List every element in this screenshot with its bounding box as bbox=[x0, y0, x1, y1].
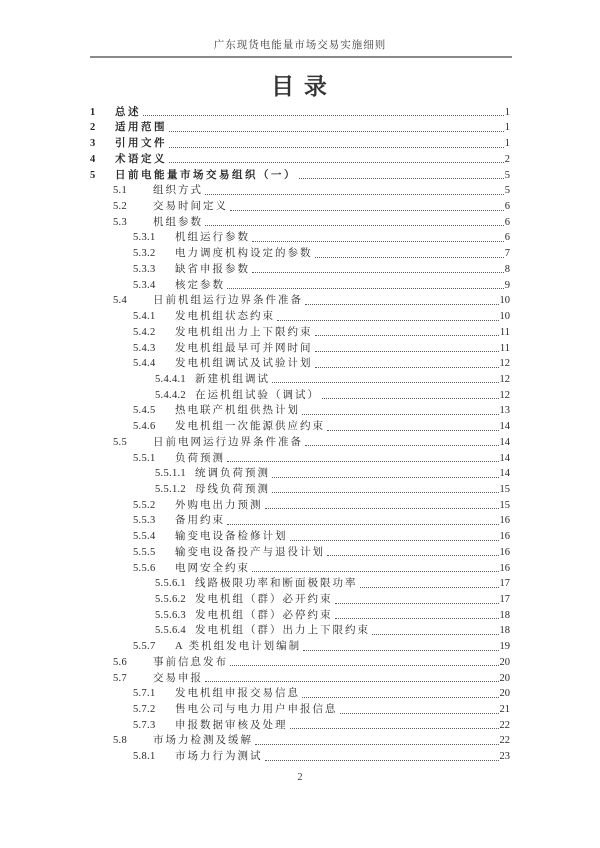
toc-entry-number: 5.2 bbox=[113, 201, 128, 213]
toc-entry bbox=[90, 103, 510, 119]
toc-dot-leader bbox=[305, 445, 499, 446]
toc-entry-title: 适用范围 bbox=[115, 122, 167, 134]
toc-entry bbox=[90, 307, 510, 323]
toc-entry-title: 总述 bbox=[115, 106, 141, 118]
toc-entry-page: 1 bbox=[504, 122, 510, 134]
toc-entry bbox=[90, 433, 510, 449]
toc-entry bbox=[90, 244, 510, 260]
toc-dot-leader bbox=[315, 335, 499, 336]
toc-entry bbox=[90, 465, 510, 481]
toc-entry bbox=[90, 166, 510, 182]
toc-entry-number: 2 bbox=[90, 122, 96, 134]
toc-dot-leader bbox=[302, 414, 499, 415]
toc-entry bbox=[90, 685, 510, 701]
toc-entry-page: 11 bbox=[499, 326, 510, 338]
toc-dot-leader bbox=[169, 131, 504, 132]
toc-entry-title: 缺省申报参数 bbox=[175, 263, 250, 275]
toc-entry-number: 5.5 bbox=[113, 436, 128, 448]
toc-dot-leader bbox=[315, 367, 499, 368]
toc-dot-leader bbox=[327, 555, 499, 556]
toc-entry bbox=[90, 606, 510, 622]
toc-entry-title: 发电机组状态约束 bbox=[175, 311, 275, 323]
toc-entry-title: 市场力行为测试 bbox=[175, 751, 263, 763]
toc-entry-title: 发电机组（群）必开约束 bbox=[195, 594, 333, 605]
toc-entry-number: 5.7.3 bbox=[133, 719, 156, 731]
toc-entry-title: 输变电设备检修计划 bbox=[175, 531, 288, 543]
toc-dot-leader bbox=[335, 618, 499, 619]
toc-entry-page: 16 bbox=[499, 531, 510, 543]
toc-dot-leader bbox=[252, 272, 504, 273]
toc-entry bbox=[90, 292, 510, 308]
toc-entry-number: 5 bbox=[90, 169, 96, 181]
toc-entry-number: 5.5.5 bbox=[133, 546, 156, 558]
toc-dot-leader bbox=[265, 760, 499, 761]
toc-entry-page: 13 bbox=[499, 405, 510, 417]
toc-entry-page: 14 bbox=[499, 452, 510, 464]
toc-entry-page: 5 bbox=[504, 169, 510, 181]
toc-entry-title: 备用约束 bbox=[175, 515, 225, 527]
toc-entry-title: 发电机组出力上下限约束 bbox=[175, 326, 313, 338]
toc-dot-leader bbox=[143, 115, 504, 116]
toc-entry bbox=[90, 339, 510, 355]
toc-entry bbox=[90, 543, 510, 559]
toc-entry bbox=[90, 355, 510, 371]
toc-dot-leader bbox=[277, 320, 499, 321]
toc-entry-number: 5.5.6.2 bbox=[155, 594, 186, 605]
toc-entry-title: A 类机组发电计划编制 bbox=[175, 641, 302, 653]
toc-entry-number: 5.5.1 bbox=[133, 452, 156, 464]
toc-entry-number: 5.3.4 bbox=[133, 279, 156, 291]
toc-entry bbox=[90, 590, 510, 606]
toc-entry-title: 组织方式 bbox=[153, 185, 203, 197]
toc-entry-page: 14 bbox=[499, 468, 510, 480]
toc-entry bbox=[90, 276, 510, 292]
toc-entry-number: 5.4.1 bbox=[133, 311, 156, 323]
toc-entry-page: 11 bbox=[499, 342, 510, 354]
toc-entry bbox=[90, 480, 510, 496]
toc-entry-page: 10 bbox=[499, 295, 510, 307]
toc-entry bbox=[90, 449, 510, 465]
toc-entry-number: 5.5.6 bbox=[133, 562, 156, 574]
toc-entry-title: 热电联产机组供热计划 bbox=[175, 405, 300, 417]
toc-entry-page: 18 bbox=[499, 625, 510, 637]
toc-list bbox=[90, 103, 510, 763]
toc-entry-number: 5.5.6.3 bbox=[155, 609, 186, 621]
toc-entry bbox=[90, 512, 510, 528]
toc-entry-number: 5.4.3 bbox=[133, 342, 156, 354]
toc-entry-title: 负荷预测 bbox=[175, 452, 225, 464]
toc-entry-page: 19 bbox=[499, 641, 510, 653]
toc-entry-title: 发电机组（群）必停约束 bbox=[195, 609, 333, 621]
toc-dot-leader bbox=[169, 147, 504, 148]
toc-entry-number: 5.5.1.2 bbox=[155, 483, 186, 495]
toc-entry-page: 16 bbox=[499, 546, 510, 558]
toc-dot-leader bbox=[169, 162, 504, 163]
toc-entry-page: 15 bbox=[499, 499, 510, 511]
toc-entry bbox=[90, 182, 510, 198]
toc-entry-number: 5.6 bbox=[113, 656, 128, 668]
toc-entry-page: 20 bbox=[499, 656, 510, 668]
toc-entry bbox=[90, 747, 510, 763]
toc-entry-title: 外购电出力预测 bbox=[175, 499, 263, 511]
toc-entry-title: 电网安全约束 bbox=[175, 562, 250, 574]
toc-entry-number: 5.7.2 bbox=[133, 704, 156, 716]
toc-entry-number: 5.4.2 bbox=[133, 326, 156, 338]
toc-dot-leader bbox=[315, 257, 504, 258]
toc-entry bbox=[90, 700, 510, 716]
toc-entry-page: 20 bbox=[499, 672, 510, 684]
toc-dot-leader bbox=[372, 634, 499, 635]
toc-entry bbox=[90, 417, 510, 433]
toc-entry-title: 输变电设备投产与退役计划 bbox=[175, 546, 325, 558]
toc-dot-leader bbox=[272, 477, 499, 478]
toc-entry bbox=[90, 197, 510, 213]
toc-entry-number: 5.4.4 bbox=[133, 358, 156, 370]
toc-entry bbox=[90, 213, 510, 229]
toc-dot-leader bbox=[272, 382, 499, 383]
toc-entry-page: 21 bbox=[499, 704, 510, 716]
toc-entry-page: 10 bbox=[499, 311, 510, 323]
toc-entry-number: 5.5.6.4 bbox=[155, 625, 186, 637]
toc-entry-title: 发电机组调试及试验计划 bbox=[175, 358, 313, 370]
toc-entry-title: 售电公司与电力用户申报信息 bbox=[175, 704, 338, 716]
toc-entry-page: 20 bbox=[499, 688, 510, 700]
toc-entry bbox=[90, 653, 510, 669]
toc-dot-leader bbox=[205, 194, 504, 195]
toc-entry-title: 事前信息发布 bbox=[153, 656, 228, 668]
toc-entry-title: 母线负荷预测 bbox=[195, 483, 270, 495]
toc-entry-page: 9 bbox=[504, 279, 510, 291]
footer-page-number: 2 bbox=[297, 772, 303, 783]
toc-entry-title: 申报数据审核及处理 bbox=[175, 719, 288, 731]
toc-entry bbox=[90, 386, 510, 402]
toc-entry-page: 16 bbox=[499, 562, 510, 574]
toc-dot-leader bbox=[252, 571, 499, 572]
toc-entry-title: 统调负荷预测 bbox=[195, 468, 270, 480]
toc-entry-number: 5.4.4.2 bbox=[155, 389, 186, 401]
toc-entry-title: 交易申报 bbox=[153, 672, 203, 684]
toc-dot-leader bbox=[227, 288, 504, 289]
toc-entry-page: 14 bbox=[499, 436, 510, 448]
toc-entry-page: 22 bbox=[499, 719, 510, 731]
toc-entry-page: 5 bbox=[504, 185, 510, 197]
toc-entry bbox=[90, 732, 510, 748]
toc-entry-page: 1 bbox=[504, 106, 510, 118]
toc-dot-leader bbox=[205, 225, 504, 226]
toc-entry-number: 5.4.5 bbox=[133, 405, 156, 417]
toc-entry-page: 6 bbox=[504, 216, 510, 228]
toc-entry-number: 5.7 bbox=[113, 672, 128, 684]
toc-entry-title: 发电机组最早可并网时间 bbox=[175, 342, 313, 354]
toc-entry bbox=[90, 716, 510, 732]
toc-entry-title: 日前电能量市场交易组织（一） bbox=[115, 169, 297, 181]
toc-entry-title: 日前电网运行边界条件准备 bbox=[153, 436, 303, 448]
toc-entry-number: 5.1 bbox=[113, 185, 128, 197]
toc-entry-page: 22 bbox=[499, 735, 510, 747]
toc-dot-leader bbox=[290, 728, 499, 729]
toc-entry bbox=[90, 134, 510, 150]
toc-dot-leader bbox=[322, 398, 499, 399]
toc-entry-number: 5.5.4 bbox=[133, 531, 156, 543]
toc-entry-number: 3 bbox=[90, 138, 96, 150]
toc-dot-leader bbox=[227, 461, 499, 462]
toc-dot-leader bbox=[230, 665, 499, 666]
toc-entry-number: 5.8 bbox=[113, 735, 128, 747]
toc-title: 目 录 bbox=[271, 74, 329, 99]
toc-entry-page: 23 bbox=[499, 751, 510, 763]
toc-entry-page: 7 bbox=[504, 248, 510, 260]
toc-entry bbox=[90, 527, 510, 543]
toc-entry-title: 机组参数 bbox=[153, 216, 203, 228]
toc-entry-number: 5.7.1 bbox=[133, 688, 156, 700]
toc-entry bbox=[90, 150, 510, 166]
toc-entry-number: 5.4.6 bbox=[133, 421, 156, 433]
toc-entry-title: 引用文件 bbox=[115, 138, 167, 150]
toc-entry bbox=[90, 229, 510, 245]
toc-entry-number: 4 bbox=[90, 153, 96, 165]
toc-entry bbox=[90, 323, 510, 339]
toc-entry-number: 5.3.1 bbox=[133, 232, 156, 244]
toc-entry-number: 5.5.6.1 bbox=[155, 578, 186, 590]
toc-entry bbox=[90, 575, 510, 591]
toc-dot-leader bbox=[315, 351, 499, 352]
toc-entry-title: 市场力检测及缓解 bbox=[153, 735, 253, 747]
toc-entry-title: 线路极限功率和断面极限功率 bbox=[195, 578, 358, 590]
toc-entry-title: 发电机组（群）出力上下限约束 bbox=[195, 625, 370, 637]
toc-entry-page: 14 bbox=[499, 421, 510, 433]
toc-dot-leader bbox=[290, 540, 499, 541]
toc-entry bbox=[90, 669, 510, 685]
toc-dot-leader bbox=[340, 713, 499, 714]
toc-entry-title: 机组运行参数 bbox=[175, 232, 250, 244]
toc-entry-title: 交易时间定义 bbox=[153, 201, 228, 213]
toc-entry-page: 17 bbox=[499, 594, 510, 605]
toc-entry-number: 5.5.3 bbox=[133, 515, 156, 527]
page-header-title: 广东现货电能量市场交易实施细则 bbox=[213, 40, 387, 51]
toc-entry-page: 2 bbox=[504, 153, 510, 165]
toc-dot-leader bbox=[327, 430, 499, 431]
toc-dot-leader bbox=[205, 681, 499, 682]
toc-dot-leader bbox=[305, 304, 499, 305]
toc-dot-leader bbox=[335, 603, 499, 604]
toc-entry-page: 12 bbox=[499, 373, 510, 385]
toc-entry-number: 5.8.1 bbox=[133, 751, 156, 763]
toc-dot-leader bbox=[302, 697, 499, 698]
toc-entry-number: 5.3 bbox=[113, 216, 128, 228]
toc-entry-title: 发电机组一次能源供应约束 bbox=[175, 421, 325, 433]
toc-entry-page: 17 bbox=[499, 578, 510, 590]
toc-entry-number: 5.5.7 bbox=[133, 641, 156, 653]
toc-entry-number: 1 bbox=[90, 106, 96, 118]
toc-entry-page: 1 bbox=[504, 138, 510, 150]
toc-entry-page: 12 bbox=[499, 389, 510, 401]
toc-entry bbox=[90, 370, 510, 386]
toc-entry bbox=[90, 622, 510, 638]
toc-entry bbox=[90, 637, 510, 653]
toc-dot-leader bbox=[303, 650, 498, 651]
toc-entry-page: 8 bbox=[504, 263, 510, 275]
toc-entry-number: 5.4 bbox=[113, 295, 128, 307]
toc-dot-leader bbox=[230, 210, 504, 211]
toc-entry-title: 电力调度机构设定的参数 bbox=[175, 248, 313, 260]
toc-entry-number: 5.3.3 bbox=[133, 263, 156, 275]
header-rule bbox=[90, 56, 512, 58]
toc-entry-page: 18 bbox=[499, 609, 510, 621]
toc-dot-leader bbox=[360, 587, 499, 588]
toc-entry-page: 16 bbox=[499, 515, 510, 527]
toc-entry-title: 日前机组运行边界条件准备 bbox=[153, 295, 303, 307]
toc-dot-leader bbox=[227, 524, 499, 525]
toc-entry-page: 6 bbox=[504, 232, 510, 244]
toc-entry-title: 发电机组申报交易信息 bbox=[175, 688, 300, 700]
toc-dot-leader bbox=[272, 492, 499, 493]
toc-entry-title: 在运机组试验（调试） bbox=[195, 389, 320, 401]
toc-dot-leader bbox=[255, 744, 499, 745]
toc-entry-page: 15 bbox=[499, 483, 510, 495]
toc-entry bbox=[90, 402, 510, 418]
toc-dot-leader bbox=[252, 241, 504, 242]
toc-dot-leader bbox=[299, 178, 504, 179]
toc-entry-title: 术语定义 bbox=[115, 153, 167, 165]
toc-entry-number: 5.3.2 bbox=[133, 248, 156, 260]
toc-entry bbox=[90, 119, 510, 135]
toc-entry-page: 6 bbox=[504, 201, 510, 213]
toc-entry bbox=[90, 260, 510, 276]
toc-entry-number: 5.4.4.1 bbox=[155, 373, 186, 385]
toc-dot-leader bbox=[265, 508, 499, 509]
toc-entry-number: 5.5.2 bbox=[133, 499, 156, 511]
toc-entry-page: 12 bbox=[499, 358, 510, 370]
toc-entry-title: 新建机组调试 bbox=[195, 373, 270, 385]
toc-entry-title: 核定参数 bbox=[175, 279, 225, 291]
toc-entry-number: 5.5.1.1 bbox=[155, 468, 186, 480]
toc-entry bbox=[90, 496, 510, 512]
toc-entry bbox=[90, 559, 510, 575]
